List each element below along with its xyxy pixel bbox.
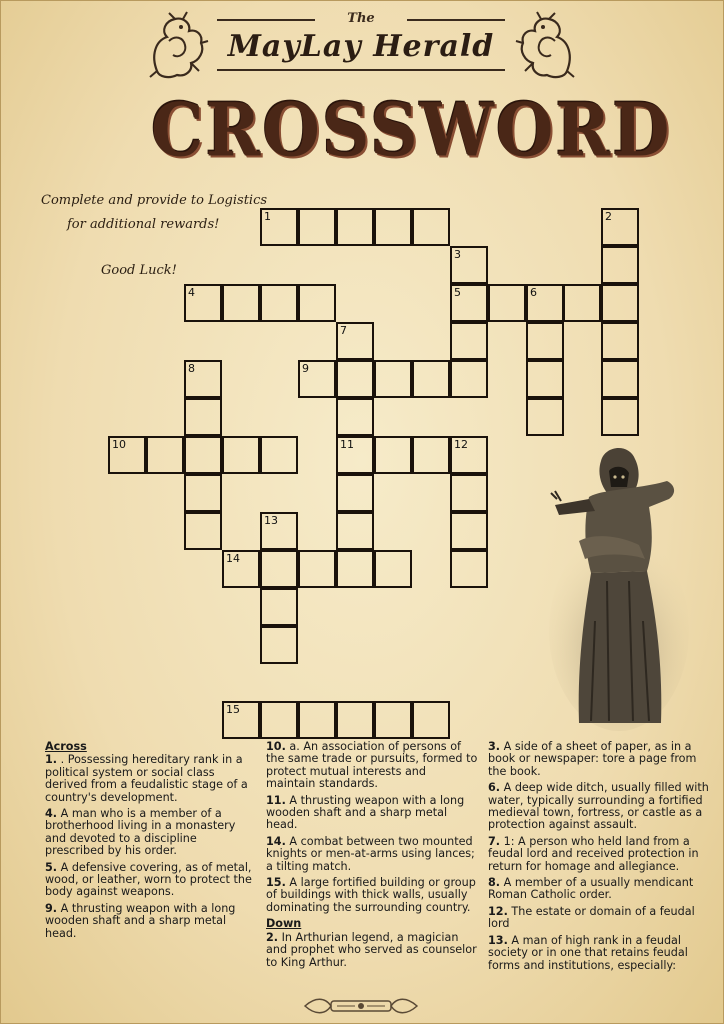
clues-column-2: [266, 741, 478, 973]
clue-text: 1: A person who held land from a feudal lord and received protection in return for homage and allegiance.: [488, 834, 699, 873]
crossword-cell[interactable]: [526, 398, 564, 436]
ornament-icon: [301, 995, 421, 1017]
good-luck-text: Good Luck!: [101, 263, 177, 278]
crossword-cell[interactable]: [260, 512, 298, 550]
crossword-cell[interactable]: [526, 360, 564, 398]
crossword-cell[interactable]: [260, 208, 298, 246]
crossword-cell[interactable]: [184, 474, 222, 512]
crossword-cell[interactable]: [601, 284, 639, 322]
dragon-icon: [515, 11, 577, 81]
crossword-cell[interactable]: [601, 246, 639, 284]
clue-number: 5: [454, 286, 461, 299]
crossword-cell[interactable]: [526, 284, 564, 322]
clue-text: A large fortified building or group of buildings with thick walls, usually dominating the surrounding country.: [266, 876, 476, 914]
clue-text: A member of a usually mendicant Roman Catholic order.: [488, 876, 694, 902]
crossword-cell[interactable]: [260, 588, 298, 626]
clue-number: 8.: [488, 876, 501, 890]
clue-number: 14: [226, 552, 240, 565]
clue-across-4: [45, 808, 257, 858]
clue-across-1: [45, 754, 257, 804]
clues-column-1: [45, 741, 257, 944]
across-heading: Across: [45, 740, 87, 753]
clue-number: 12: [454, 438, 468, 451]
crossword-cell[interactable]: [412, 360, 450, 398]
masthead-the: The: [347, 11, 375, 26]
crossword-cell[interactable]: [260, 284, 298, 322]
crossword-cell[interactable]: [450, 512, 488, 550]
clue-number: 6.: [488, 781, 501, 795]
clue-number: 5.: [45, 860, 58, 874]
clue-number: 13.: [488, 933, 508, 947]
crossword-cell[interactable]: [450, 322, 488, 360]
instructions-line-1: Complete and provide to Logistics: [41, 193, 268, 208]
crossword-cell[interactable]: [374, 436, 412, 474]
clue-number: 3.: [488, 740, 501, 753]
masthead: [207, 11, 515, 73]
clue-number: 7.: [488, 834, 501, 848]
crossword-cell[interactable]: [184, 436, 222, 474]
crossword-cell[interactable]: [146, 436, 184, 474]
clue-text: A defensive covering, as of metal, wood, or leather, worn to protect the body against weapons.: [45, 860, 252, 899]
clue-text: A deep wide ditch, usually filled with water, typically surrounding a fortified medieval town, fortress, or castle as a protection against assault.: [488, 781, 709, 832]
clue-across-14: [266, 836, 478, 873]
crossword-cell[interactable]: [336, 474, 374, 512]
clue-number: 9.: [45, 901, 58, 915]
clue-number: 12.: [488, 904, 508, 918]
paper-name: MayLay Herald: [227, 29, 495, 64]
crossword-cell[interactable]: [184, 398, 222, 436]
crossword-cell[interactable]: [374, 701, 412, 739]
crossword-cell[interactable]: [336, 512, 374, 550]
clue-number: 13: [264, 514, 278, 527]
crossword-cell[interactable]: [336, 550, 374, 588]
hooded-knight-illustration: [549, 441, 689, 731]
clue-text: In Arthurian legend, a magician and prophet who served as counselor to King Arthur.: [266, 930, 477, 969]
clue-number: 6: [530, 286, 537, 299]
page-title: CROSSWORD: [151, 87, 672, 173]
clue-text: A man of high rank in a feudal society or in one that retains feudal forms and institutions, especially:: [488, 933, 688, 972]
clue-down-12: [488, 906, 710, 931]
masthead-rule: [217, 19, 315, 21]
crossword-cell[interactable]: [336, 322, 374, 360]
crossword-cell[interactable]: [336, 701, 374, 739]
crossword-cell[interactable]: [601, 322, 639, 360]
crossword-cell[interactable]: [298, 550, 336, 588]
clue-number: 7: [340, 324, 347, 337]
crossword-cell[interactable]: [450, 474, 488, 512]
crossword-cell[interactable]: [260, 701, 298, 739]
clue-text: A combat between two mounted knights or men-at-arms using lances; a tilting match.: [266, 834, 475, 873]
crossword-cell[interactable]: [526, 322, 564, 360]
crossword-cell[interactable]: [260, 550, 298, 588]
clue-text: . Possessing hereditary rank in a political system or social class derived from a feudalistic stage of a country's development.: [45, 753, 248, 804]
crossword-cell[interactable]: [374, 550, 412, 588]
dragon-icon: [147, 11, 209, 81]
clue-number: 11: [340, 438, 354, 451]
crossword-cell[interactable]: [222, 436, 260, 474]
clue-across-5: [45, 862, 257, 899]
crossword-cell[interactable]: [260, 626, 298, 664]
clue-number: 10: [112, 438, 126, 451]
clue-down-8: [488, 877, 710, 902]
crossword-cell[interactable]: [450, 246, 488, 284]
crossword-cell[interactable]: [601, 398, 639, 436]
clue-number: 4: [188, 286, 195, 299]
clue-number: 1.: [45, 753, 58, 767]
crossword-cell[interactable]: [222, 284, 260, 322]
masthead-rule: [217, 69, 505, 71]
crossword-cell[interactable]: [222, 701, 260, 739]
clue-down-7: [488, 836, 710, 873]
clue-number: 11.: [266, 793, 286, 807]
clue-number: 10.: [266, 740, 286, 753]
crossword-cell[interactable]: [412, 701, 450, 739]
clue-number: 2.: [266, 930, 279, 944]
clue-number: 9: [302, 362, 309, 375]
clue-across-9: [45, 903, 257, 940]
crossword-cell[interactable]: [374, 208, 412, 246]
clue-number: 4.: [45, 807, 58, 821]
crossword-cell[interactable]: [298, 701, 336, 739]
clues-column-3: [488, 741, 710, 976]
crossword-cell[interactable]: [108, 436, 146, 474]
crossword-cell[interactable]: [601, 208, 639, 246]
clue-down-6: [488, 782, 710, 832]
crossword-cell[interactable]: [298, 208, 336, 246]
clue-across-15: [266, 877, 478, 914]
crossword-cell[interactable]: [450, 550, 488, 588]
crossword-cell[interactable]: [184, 512, 222, 550]
crossword-cell[interactable]: [298, 360, 336, 398]
crossword-cell[interactable]: [563, 284, 601, 322]
clue-number: 15.: [266, 876, 286, 890]
crossword-cell[interactable]: [412, 436, 450, 474]
clue-across-10: [266, 741, 478, 791]
clue-number: 8: [188, 362, 195, 375]
clue-down-13: [488, 935, 710, 972]
crossword-cell[interactable]: [450, 360, 488, 398]
crossword-cell[interactable]: [260, 436, 298, 474]
crossword-cell[interactable]: [222, 550, 260, 588]
crossword-cell[interactable]: [450, 284, 488, 322]
crossword-cell[interactable]: [336, 436, 374, 474]
clue-across-11: [266, 795, 478, 832]
clue-number: 3: [454, 248, 461, 261]
crossword-cell[interactable]: [412, 208, 450, 246]
crossword-cell[interactable]: [336, 398, 374, 436]
clue-down-2: [266, 932, 478, 969]
crossword-cell[interactable]: [450, 436, 488, 474]
crossword-cell[interactable]: [184, 284, 222, 322]
down-heading: Down: [266, 917, 302, 931]
crossword-cell[interactable]: [374, 360, 412, 398]
clue-text: A side of a sheet of paper, as in a book or newspaper: tore a page from the book.: [488, 740, 697, 778]
clue-number: 2: [605, 210, 612, 223]
instructions-line-2: for additional rewards!: [67, 217, 220, 232]
crossword-cell[interactable]: [488, 284, 526, 322]
crossword-cell[interactable]: [184, 360, 222, 398]
clue-number: 15: [226, 703, 240, 716]
clue-text: A thrusting weapon with a long wooden shaft and a sharp metal head.: [266, 793, 465, 832]
crossword-cell[interactable]: [336, 360, 374, 398]
clue-text: The estate or domain of a feudal lord: [488, 904, 695, 931]
clue-number: 1: [264, 210, 271, 223]
masthead-rule: [407, 19, 505, 21]
clue-number: 14.: [266, 834, 286, 848]
crossword-cell[interactable]: [336, 208, 374, 246]
clue-text: A man who is a member of a brotherhood living in a monastery and devoted to a discipline prescribed by his order.: [45, 807, 236, 858]
clue-down-3: [488, 741, 710, 778]
clue-text: a. An association of persons of the same trade or pursuits, formed to protect mutual interests and maintain standards.: [266, 740, 478, 791]
crossword-cell[interactable]: [601, 360, 639, 398]
clue-text: A thrusting weapon with a long wooden shaft and a sharp metal head.: [45, 901, 236, 940]
crossword-cell[interactable]: [298, 284, 336, 322]
